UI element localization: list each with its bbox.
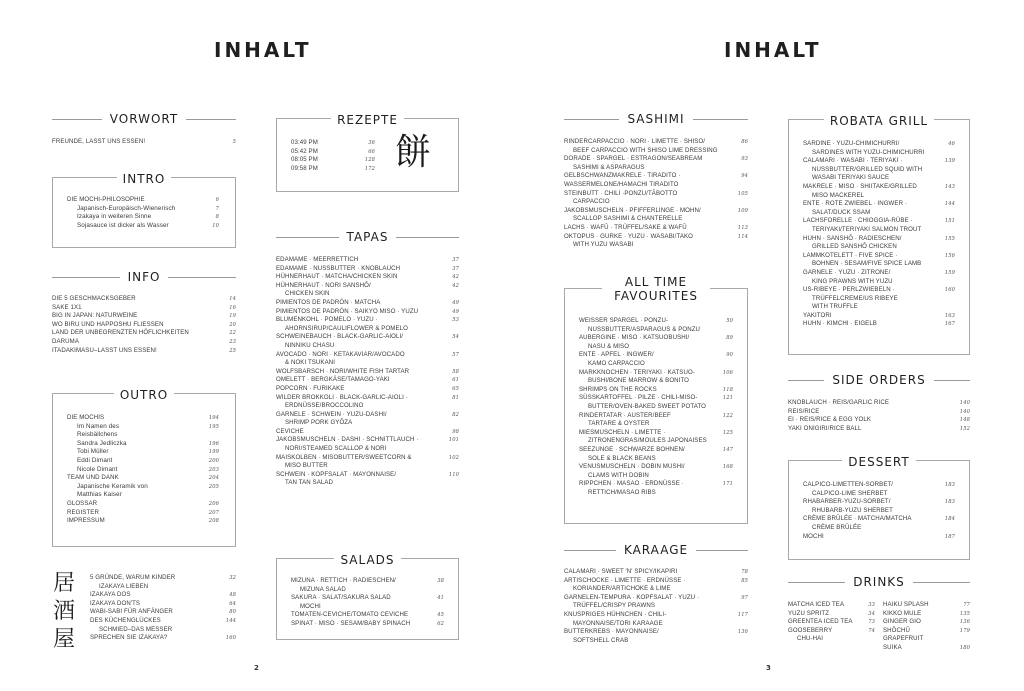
toc-entry[interactable]: YUZU SPRITZ 34 <box>788 609 875 617</box>
toc-entry[interactable]: ARTISCHOCKE · LIMETTE · ERDNÜSSE · KORIANDER/ARTICHOKE & LIME 85 <box>564 576 748 593</box>
toc-entry[interactable]: IZAKAYA DON'TS 64 <box>90 599 236 607</box>
section-drinks <box>788 575 970 653</box>
toc-entry[interactable]: Sandra Jedliczka 196 <box>77 439 219 447</box>
toc-entry[interactable]: GARNELE · YUZU · ZITRONE/ KING PRAWNS WITH YUZU 159 <box>803 268 955 285</box>
toc-entry[interactable]: MAKRELE · MISO · SHIITAKE/GRILLED MISO MACKEREL 143 <box>803 182 955 199</box>
mochi-kanji: 餅 <box>395 132 432 173</box>
toc-entry[interactable]: RIPPCHEN · MASAO · ERDNÜSSE · RETTICH/MASAO RIBS 171 <box>579 480 733 496</box>
section-heading <box>276 230 459 244</box>
divider <box>396 237 459 238</box>
toc-entry[interactable]: DES KÜCHENGLÜCKES SCHMIED–DAS MESSER 144 <box>90 616 236 633</box>
toc-entry[interactable]: Tobi Müller 199 <box>77 448 219 456</box>
toc-entry[interactable]: KNUSPRIGES HÜHNCHEN · CHILI- MAYONNAISE/TORI KARAAGE 117 <box>564 610 748 627</box>
toc-entry[interactable]: CALAMARI · WASABI · TERIYAKI · NUSSBUTTER/GRILLED SQUID WITH WASABI TERIYAKI SAUCE 139 <box>803 157 955 182</box>
toc-entry[interactable]: WOLFSBARSCH · NORI/WHITE FISH TARTAR 58 <box>276 367 459 375</box>
toc-entry[interactable]: EDAMAME · NUSSBUTTER · KNOBLAUCH 37 <box>276 264 459 272</box>
toc-entry[interactable]: SARDINE · YUZU-CHIMICHURRI/ SARDINES WITH YUZU-CHIMICHURRI 46 <box>803 140 955 156</box>
divider <box>913 582 970 583</box>
section-info <box>52 270 236 355</box>
toc-entry[interactable]: ITADAKIMASU–LASST UNS ESSEN! 25 <box>52 346 236 354</box>
toc-entry[interactable]: CALAMARI · SWEET 'N' SPICY/IKAPIRI 78 <box>564 568 748 575</box>
toc-entry[interactable]: HÜHNERHAUT · NORI SANSHŌ/ CHICKEN SKIN 42 <box>276 281 459 298</box>
toc-entry[interactable]: RINDERTATAR · AUSTER/BEEF TARTARE & OYSTER 122 <box>579 411 733 428</box>
toc-entry[interactable]: WO BIRU UND HAPPOSHU FLIESSEN 20 <box>52 320 236 328</box>
toc-entry[interactable]: LAMMKOTELETT · FIVE SPICE · BOHNEN · SESAM/FIVE SPICE LAMB 156 <box>803 251 955 268</box>
section-heading <box>788 373 970 387</box>
toc-entry[interactable]: STEINBUTT · CHILI ·PONZU/TĀBOTTO CARPACCIO 105 <box>564 189 748 206</box>
toc-entry[interactable]: PIMIENTOS DE PADRÓN · MATCHA 49 <box>276 298 459 306</box>
divider <box>52 119 102 120</box>
toc-entry[interactable]: YAKI ONIGIRI/RICE BALL 152 <box>788 424 970 432</box>
toc-entry[interactable]: HUHN · KIMCHI · EIGELB 167 <box>803 320 955 328</box>
toc-entry[interactable]: Nicole Dimant 203 <box>77 465 219 473</box>
toc-entry[interactable]: Izakaya in weiteren Sinne 8 <box>77 213 219 221</box>
toc-entry[interactable]: WASSERMELONE/HAMACHI TIRADITO <box>564 180 679 188</box>
toc-entry[interactable]: MOCHI 187 <box>803 532 955 540</box>
divider <box>788 582 845 583</box>
toc-entry[interactable]: Sojasauce ist dicker als Wasser 10 <box>77 221 219 229</box>
section-title: SASHIMI <box>627 112 685 126</box>
toc-entry[interactable]: 09:58 PM 172 <box>291 164 375 172</box>
sashimi-list <box>564 138 748 250</box>
toc-entry[interactable]: LACHSFORELLE · CHIOGGIA-RÜBE · TERIYAKI/TERIYAKI SALMON TROUT 151 <box>803 217 955 233</box>
side-orders-list <box>788 399 970 433</box>
divider <box>564 550 616 551</box>
section-title: SALADS <box>334 553 400 567</box>
izakaya-kanji: 居 酒 屋 <box>52 571 75 652</box>
toc-entry[interactable]: VENUSMUSCHELN · DOBIN MUSHI/ CLAMS WITH DOBIN 168 <box>579 463 733 479</box>
toc-entry[interactable]: Japanische Keramik von Matthias Kaiser 205 <box>77 482 219 499</box>
toc-entry[interactable]: MATCHA ICED TEA 33 <box>788 601 875 608</box>
toc-entry[interactable]: RHABARBER-YUZU-SORBET/ RHUBARB-YUZU SHERBET 183 <box>803 498 955 514</box>
karaage-list <box>564 568 748 645</box>
section-title: INTRO <box>117 172 172 186</box>
toc-entry[interactable]: AUBERGINE · MISO · KATSUOBUSHI/ NASU & MISO 89 <box>579 334 733 350</box>
section-karaage <box>564 543 748 645</box>
toc-entry[interactable]: EI · REIS/RICE & EGG YOLK 148 <box>788 416 970 424</box>
toc-entry[interactable]: GARNELE · SCHWEIN · YUZU-DASHI/ SHRIMP PORK GYŌZA 82 <box>276 410 459 427</box>
toc-entry[interactable]: Japanisch-Europäisch-Wienerisch 7 <box>77 204 219 212</box>
toc-entry[interactable]: SHŌCHŪ GRAPEFRUIT 179 <box>883 626 970 643</box>
section-heading <box>788 575 970 589</box>
toc-entry[interactable]: DIE 5 GESCHMACKSGEBER 14 <box>52 295 236 302</box>
toc-entry[interactable]: HAIKU SPLASH 77 <box>883 601 970 608</box>
section-title: INFO <box>127 270 161 284</box>
toc-entry[interactable]: ENTE · APFEL · INGWER/ KAMO CARPACCIO 90 <box>579 351 733 367</box>
section-outro <box>52 388 236 547</box>
right-page <box>512 0 1024 691</box>
toc-entry[interactable]: DIE MOCHI-PHILOSOPHIE 6 <box>67 196 219 203</box>
toc-entry[interactable]: GINGER GIO 136 <box>883 618 970 626</box>
section-title: VORWORT <box>109 112 179 126</box>
toc-entry[interactable]: RINDERCARPACCIO · NORI · LIMETTE · SHISO/ BEEF CARPACCIO WITH SHISO LIME DRESSING 86 <box>564 138 748 154</box>
toc-entry[interactable]: KIKKO MULE 135 <box>883 609 970 617</box>
toc-entry[interactable]: REIS/RICE 140 <box>788 407 970 415</box>
toc-entry[interactable]: IMPRESSUM 208 <box>67 517 219 525</box>
section-title: DESSERT <box>842 455 915 469</box>
section-heading <box>564 112 748 126</box>
toc-entry[interactable]: SPRECHEN SIE IZAKAYA? 160 <box>90 634 236 642</box>
robata-list <box>803 140 955 329</box>
toc-entry[interactable]: SÜSSKARTOFFEL · PILZE · CHILI-MISO- BUTTER/OVEN-BAKED SWEET POTATO 121 <box>579 394 733 410</box>
toc-entry[interactable]: MARKKNOCHEN · TERIYAKI · KATSUO- BUSHI/BONE MARROW & BONITO 106 <box>579 368 733 385</box>
left-column-1 <box>52 112 236 147</box>
page-number: 3 <box>766 664 771 672</box>
section-heading <box>52 112 236 126</box>
toc-entry[interactable]: BIG IN JAPAN: NATURWEINE 19 <box>52 312 236 320</box>
section-robata-grill <box>788 114 970 355</box>
section-heading <box>564 543 748 557</box>
section-heading <box>52 270 236 284</box>
toc-entry[interactable]: WILDER BROKKOLI · BLACK-GARLIC-AIOLI · ERDNÜSSE/BROCCOLINO 81 <box>276 393 459 410</box>
toc-entry[interactable]: MIESMUSCHELN · LIMETTE · ZITRONENGRAS/MOULES JAPONAISES 125 <box>579 428 733 445</box>
section-title: REZEPTE <box>331 113 404 127</box>
toc-entry[interactable]: 05:42 PM 66 <box>291 147 375 155</box>
section-intro <box>52 172 236 248</box>
toc-entry[interactable]: GOOSEBERRY CHU-HAI 74 <box>788 626 875 643</box>
toc-entry[interactable]: TEAM UND DANK 204 <box>67 474 219 482</box>
section-favourites <box>564 275 748 524</box>
toc-entry[interactable]: US-RIBEYE · PERLZWIEBELN · TRÜFFELCREME/US RIBEYE WITH TRUFFLE 160 <box>803 286 955 311</box>
toc-entry[interactable]: SAKURA · SALAT/SAKURA SALAD MOCHI 41 <box>291 594 444 610</box>
toc-entry[interactable]: SAKE 1X1 16 <box>52 303 236 311</box>
toc-entry[interactable]: POPCORN · FURIKAKE 65 <box>276 384 459 392</box>
toc-entry[interactable]: OKTOPUS · GURKE · YUZU · WASABI/TAKO WITH YUZU WASABI 114 <box>564 232 748 249</box>
toc-entry[interactable]: FREUNDE, LASST UNS ESSEN! 5 <box>52 138 236 145</box>
toc-entry[interactable]: MAISKOLBEN · MISOBUTTER/SWEETCORN & MISO BUTTER 102 <box>276 453 459 470</box>
toc-entry[interactable]: SCHWEIN · KOPFSALAT · MAYONNAISE/ TAN TAN SALAD 110 <box>276 470 459 487</box>
toc-entry[interactable]: 5 GRÜNDE, WARUM KINDER IZAKAYA LIEBEN 32 <box>90 574 236 590</box>
toc-entry[interactable]: EDAMAME · MEERRETTICH 37 <box>276 256 459 263</box>
dessert-list <box>803 481 955 541</box>
toc-entry[interactable]: Im Namen des Reisbällchens 195 <box>77 422 219 439</box>
toc-entry[interactable]: BUTTERKREBS · MAYONNAISE/ SOFTSHELL CRAB 136 <box>564 628 748 644</box>
section-tapas <box>276 230 459 488</box>
drinks-column-1 <box>788 601 875 653</box>
toc-entry[interactable]: MIZUNA · RETTICH · RADIESCHEN/ MIZUNA SALAD 38 <box>291 577 444 593</box>
toc-entry[interactable]: SCHWEINEBAUCH · BLACK-GARLIC-AIOLI/ NINNIKU CHASU 54 <box>276 333 459 349</box>
toc-entry[interactable]: KNOBLAUCH · REIS/GARLIC RICE 140 <box>788 399 970 406</box>
section-side-orders <box>788 373 970 433</box>
page-title: INHALT <box>214 38 312 62</box>
divider <box>168 277 236 278</box>
toc-entry[interactable]: WEISSER SPARGEL · PONZU- NUSSBUTTER/ASPARAGUS & PONZU 50 <box>579 317 733 333</box>
salads-list <box>291 577 444 629</box>
toc-entry[interactable]: YAKITORI 163 <box>803 311 955 319</box>
toc-entry[interactable]: LACHS · WAFŪ · TRÜFFEL/SAKE & WAFŪ 113 <box>564 223 748 231</box>
divider <box>186 119 236 120</box>
toc-entry[interactable]: 03:49 PM 36 <box>291 139 375 146</box>
toc-entry[interactable]: JAKOBSMUSCHELN · DASHI · SCHNITTLAUCH · NORI/STEAMED SCALLOP & NORI 101 <box>276 436 459 453</box>
toc-entry[interactable]: BLUMENKOHL · POMELO · YUZU · AHORNSIRUP/CAULIFLOWER & POMELO 53 <box>276 316 459 332</box>
toc-entry[interactable]: GREENTEA ICED TEA 73 <box>788 618 875 626</box>
toc-entry[interactable]: GELBSCHWANZMAKRELE · TIRADITO · 94 <box>564 172 748 180</box>
toc-entry[interactable]: SPINAT · MISO · SESAM/BABY SPINACH 62 <box>291 619 444 627</box>
section-title: ALL TIME FAVOURITES <box>602 275 710 303</box>
divider <box>693 119 748 120</box>
section-rezepte <box>276 113 459 192</box>
toc-entry[interactable]: DIE MOCHIS 194 <box>67 414 219 421</box>
section-salads <box>276 553 459 640</box>
divider <box>788 380 824 381</box>
toc-entry[interactable]: CALPICO-LIMETTEN-SORBET/ CALPICO-LIME SHERBET 183 <box>803 481 955 497</box>
favourites-list <box>579 317 733 497</box>
toc-entry[interactable]: WABI-SABI FÜR ANFÄNGER 80 <box>90 608 236 616</box>
toc-entry[interactable]: LAND DER UNBEGRENZTEN HÖFLICHKEITEN 22 <box>52 329 236 337</box>
drinks-column-2 <box>883 601 970 653</box>
toc-entry[interactable]: DORADE · SPARGEL · ESTRAGON/SEABREAM SASHIMI & ASPARAGUS 93 <box>564 155 748 171</box>
tapas-list <box>276 256 459 488</box>
toc-entry[interactable]: Eddi Dimant 200 <box>77 456 219 464</box>
divider <box>564 119 619 120</box>
toc-entry[interactable]: SHRIMPS ON THE ROCKS 118 <box>579 385 733 393</box>
page-title: INHALT <box>724 38 822 62</box>
section-vorwort <box>52 112 236 147</box>
toc-entry[interactable]: CEVICHE 98 <box>276 427 459 435</box>
toc-entry[interactable]: ENTE · ROTE ZWIEBEL · INGWER · SALAT/DUCK SSAM 144 <box>803 200 955 216</box>
section-title: SIDE ORDERS <box>832 373 926 387</box>
toc-entry[interactable]: REGISTER 207 <box>67 508 219 516</box>
divider <box>934 380 970 381</box>
section-dessert <box>788 455 970 560</box>
toc-entry[interactable]: TOMATEN-CEVICHE/TOMATO CEVICHE 45 <box>291 611 444 619</box>
toc-entry[interactable]: OMELETT · BERGKÄSE/TAMAGO-YAKI 61 <box>276 376 459 384</box>
toc-entry[interactable]: GARNELEN-TEMPURA · KOPFSALAT · YUZU · TRÜFFEL/CRISPY PRAWNS 97 <box>564 593 748 610</box>
toc-entry[interactable]: SEEZUNGE · SCHWARZE BOHNEN/ SOLE & BLACK BEANS 147 <box>579 445 733 462</box>
toc-entry[interactable]: HÜHNERHAUT · MATCHA/CHICKEN SKIN 42 <box>276 273 459 281</box>
section-sashimi <box>564 112 748 250</box>
section-title: KARAAGE <box>623 543 689 557</box>
section-title: ROBATA GRILL <box>824 114 934 128</box>
toc-entry[interactable]: CRÈME BRÛLÉE · MATCHA/MATCHA CRÈME BRÛLÉE 184 <box>803 515 955 531</box>
toc-entry[interactable]: SUIKA 180 <box>883 643 970 651</box>
toc-entry[interactable]: JAKOBSMUSCHELN · PFIFFERLINGE · MOHN/ SCALLOP SASHIMI & CHANTERELLE 109 <box>564 206 748 223</box>
toc-entry[interactable]: IZAKAYA DOS 48 <box>90 591 236 599</box>
page-number: 2 <box>254 664 259 672</box>
section-title: OUTRO <box>114 388 174 402</box>
toc-entry[interactable]: PIMIENTOS DE PADRÓN · SAIKYO MISO · YUZU 49 <box>276 307 459 315</box>
toc-entry[interactable]: 08:05 PM 128 <box>291 156 375 164</box>
toc-entry[interactable]: DARUMA 23 <box>52 337 236 345</box>
toc-entry[interactable]: HUHN · SANSHŌ · RADIESCHEN/ GRILLED SANSHŌ CHICKEN 155 <box>803 234 955 251</box>
divider <box>276 237 339 238</box>
toc-entry[interactable]: AVOCADO · NORI · KETAKAVIAR/AVOCADO & NOKI TSUKANI 57 <box>276 350 459 367</box>
toc-entry[interactable]: GLOSSAR 206 <box>67 499 219 507</box>
divider <box>52 277 120 278</box>
divider <box>696 550 748 551</box>
section-title: DRINKS <box>853 575 905 589</box>
section-title: TAPAS <box>346 230 389 244</box>
